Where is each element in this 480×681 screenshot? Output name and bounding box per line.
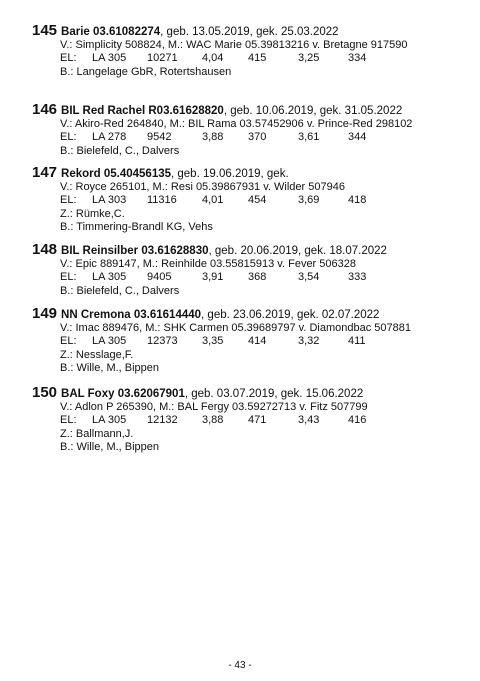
entry-header xyxy=(32,307,472,322)
el-lactation: LA 305 xyxy=(92,335,127,348)
owner-line: B.: Timmering-Brandl KG, Vehs xyxy=(60,220,213,233)
el-milk: 11316 xyxy=(147,194,177,207)
owner-line: B.: Wille, M., Bippen xyxy=(60,361,160,374)
el-lactation: LA 278 xyxy=(92,131,127,144)
entry-dates: , geb. 10.06.2019, gek. 31.05.2022 xyxy=(223,105,403,117)
el-protein-kg: 416 xyxy=(348,414,367,427)
page-number: - 43 - xyxy=(228,660,252,671)
el-fat-kg: 368 xyxy=(248,271,267,284)
el-fat-pct: 3,91 xyxy=(202,271,224,284)
el-protein-kg: 344 xyxy=(348,131,367,144)
el-milk: 10271 xyxy=(147,52,178,65)
owner-line: B.: Bielefeld, C., Dalvers xyxy=(60,284,180,297)
entry-dates: , geb. 13.05.2019, gek. 25.03.2022 xyxy=(160,26,339,38)
entry-149 xyxy=(32,307,472,375)
el-protein-pct: 3,54 xyxy=(298,271,320,284)
el-protein-pct: 3,69 xyxy=(298,194,320,207)
entry-dates: , geb. 03.07.2019, gek. 15.06.2022 xyxy=(184,388,364,400)
animal-name: Barie 03.61082274 xyxy=(61,26,161,38)
el-label: EL: xyxy=(60,335,77,348)
el-label: EL: xyxy=(60,52,77,65)
parents-line: V.: Royce 265101, M.: Resi 05.39867931 v. Wilder 507946 xyxy=(60,181,345,193)
el-protein-pct: 3,43 xyxy=(298,414,320,427)
el-label: EL: xyxy=(60,131,77,144)
el-row xyxy=(32,414,472,427)
entry-148 xyxy=(32,243,472,298)
el-fat-kg: 414 xyxy=(248,335,267,348)
entry-145 xyxy=(32,24,472,79)
el-milk: 12373 xyxy=(147,335,178,348)
el-lactation: LA 305 xyxy=(92,271,127,284)
el-row xyxy=(32,271,472,284)
animal-name: BIL Reinsilber 03.61628830 xyxy=(61,245,209,257)
el-label: EL: xyxy=(60,194,77,207)
el-fat-pct: 3,88 xyxy=(202,131,224,144)
parents-line: V.: Adlon P 265390, M.: BAL Fergy 03.59272713 v. Fitz 507799 xyxy=(60,401,368,413)
entry-header xyxy=(32,166,472,181)
entry-header xyxy=(32,386,472,401)
el-fat-kg: 454 xyxy=(248,194,267,207)
el-milk: 9542 xyxy=(147,131,172,144)
el-fat-pct: 3,35 xyxy=(202,335,224,348)
el-row xyxy=(32,52,472,65)
el-fat-kg: 471 xyxy=(248,414,267,427)
el-protein-kg: 333 xyxy=(348,271,367,284)
el-fat-pct: 4,01 xyxy=(202,194,224,207)
entry-146 xyxy=(32,103,472,158)
owner-line: B.: Langelage GbR, Rotertshausen xyxy=(60,65,232,78)
animal-name: NN Cremona 03.61614440 xyxy=(61,309,202,321)
entry-dates: , geb. 20.06.2019, gek. 18.07.2022 xyxy=(208,245,387,257)
el-milk: 9405 xyxy=(147,271,172,284)
el-row xyxy=(32,335,472,348)
el-label: EL: xyxy=(60,414,77,427)
el-fat-kg: 370 xyxy=(248,131,267,144)
entry-number: 145 xyxy=(32,22,58,39)
entry-number: 146 xyxy=(32,101,58,118)
animal-name: Rekord 05.40456135 xyxy=(61,168,171,180)
owner-line: B.: Wille, M., Bippen xyxy=(60,440,160,453)
el-milk: 12132 xyxy=(147,414,178,427)
el-protein-pct: 3,25 xyxy=(298,52,320,65)
breeder-line: Z.: Nesslage,F. xyxy=(60,348,134,361)
parents-line: V.: Imac 889476, M.: SHK Carmen 05.39689797 v. Diamondbac 507881 xyxy=(60,322,411,334)
entry-150 xyxy=(32,386,472,454)
el-protein-kg: 334 xyxy=(348,52,367,65)
el-protein-kg: 418 xyxy=(348,194,367,207)
entry-dates: , geb. 23.06.2019, gek. 02.07.2022 xyxy=(201,309,380,321)
el-row xyxy=(32,131,472,144)
el-fat-pct: 3,88 xyxy=(202,414,224,427)
entry-number: 147 xyxy=(32,164,58,181)
entry-number: 149 xyxy=(32,305,58,322)
el-fat-pct: 4,04 xyxy=(202,52,224,65)
el-protein-pct: 3,32 xyxy=(298,335,320,348)
owner-line: B.: Bielefeld, C., Dalvers xyxy=(60,144,180,157)
el-label: EL: xyxy=(60,271,77,284)
el-protein-kg: 411 xyxy=(348,335,366,348)
animal-name: BIL Red Rachel R03.61628820 xyxy=(61,105,224,117)
entry-header xyxy=(32,24,472,39)
entry-number: 150 xyxy=(32,384,58,401)
parents-line: V.: Simplicity 508824, M.: WAC Marie 05.39813216 v. Bretagne 917590 xyxy=(60,39,408,51)
breeder-line: Z.: Ballmann,J. xyxy=(60,427,134,440)
el-lactation: LA 305 xyxy=(92,414,127,427)
entry-dates: , geb. 19.06.2019, gek. xyxy=(171,168,289,180)
el-protein-pct: 3,61 xyxy=(298,131,320,144)
entry-number: 148 xyxy=(32,241,58,258)
entry-header xyxy=(32,243,472,258)
breeder-line: Z.: Rümke,C. xyxy=(60,207,125,220)
entry-147 xyxy=(32,166,472,234)
parents-line: V.: Akiro-Red 264840, M.: BIL Rama 03.57452906 v. Prince-Red 298102 xyxy=(60,118,413,130)
el-row xyxy=(32,194,472,207)
el-lactation: LA 303 xyxy=(92,194,127,207)
parents-line: V.: Epic 889147, M.: Reinhilde 03.55815913 v. Fever 506328 xyxy=(60,258,356,270)
animal-name: BAL Foxy 03.62067901 xyxy=(61,388,185,400)
el-fat-kg: 415 xyxy=(248,52,267,65)
entry-header xyxy=(32,103,472,118)
el-lactation: LA 305 xyxy=(92,52,127,65)
